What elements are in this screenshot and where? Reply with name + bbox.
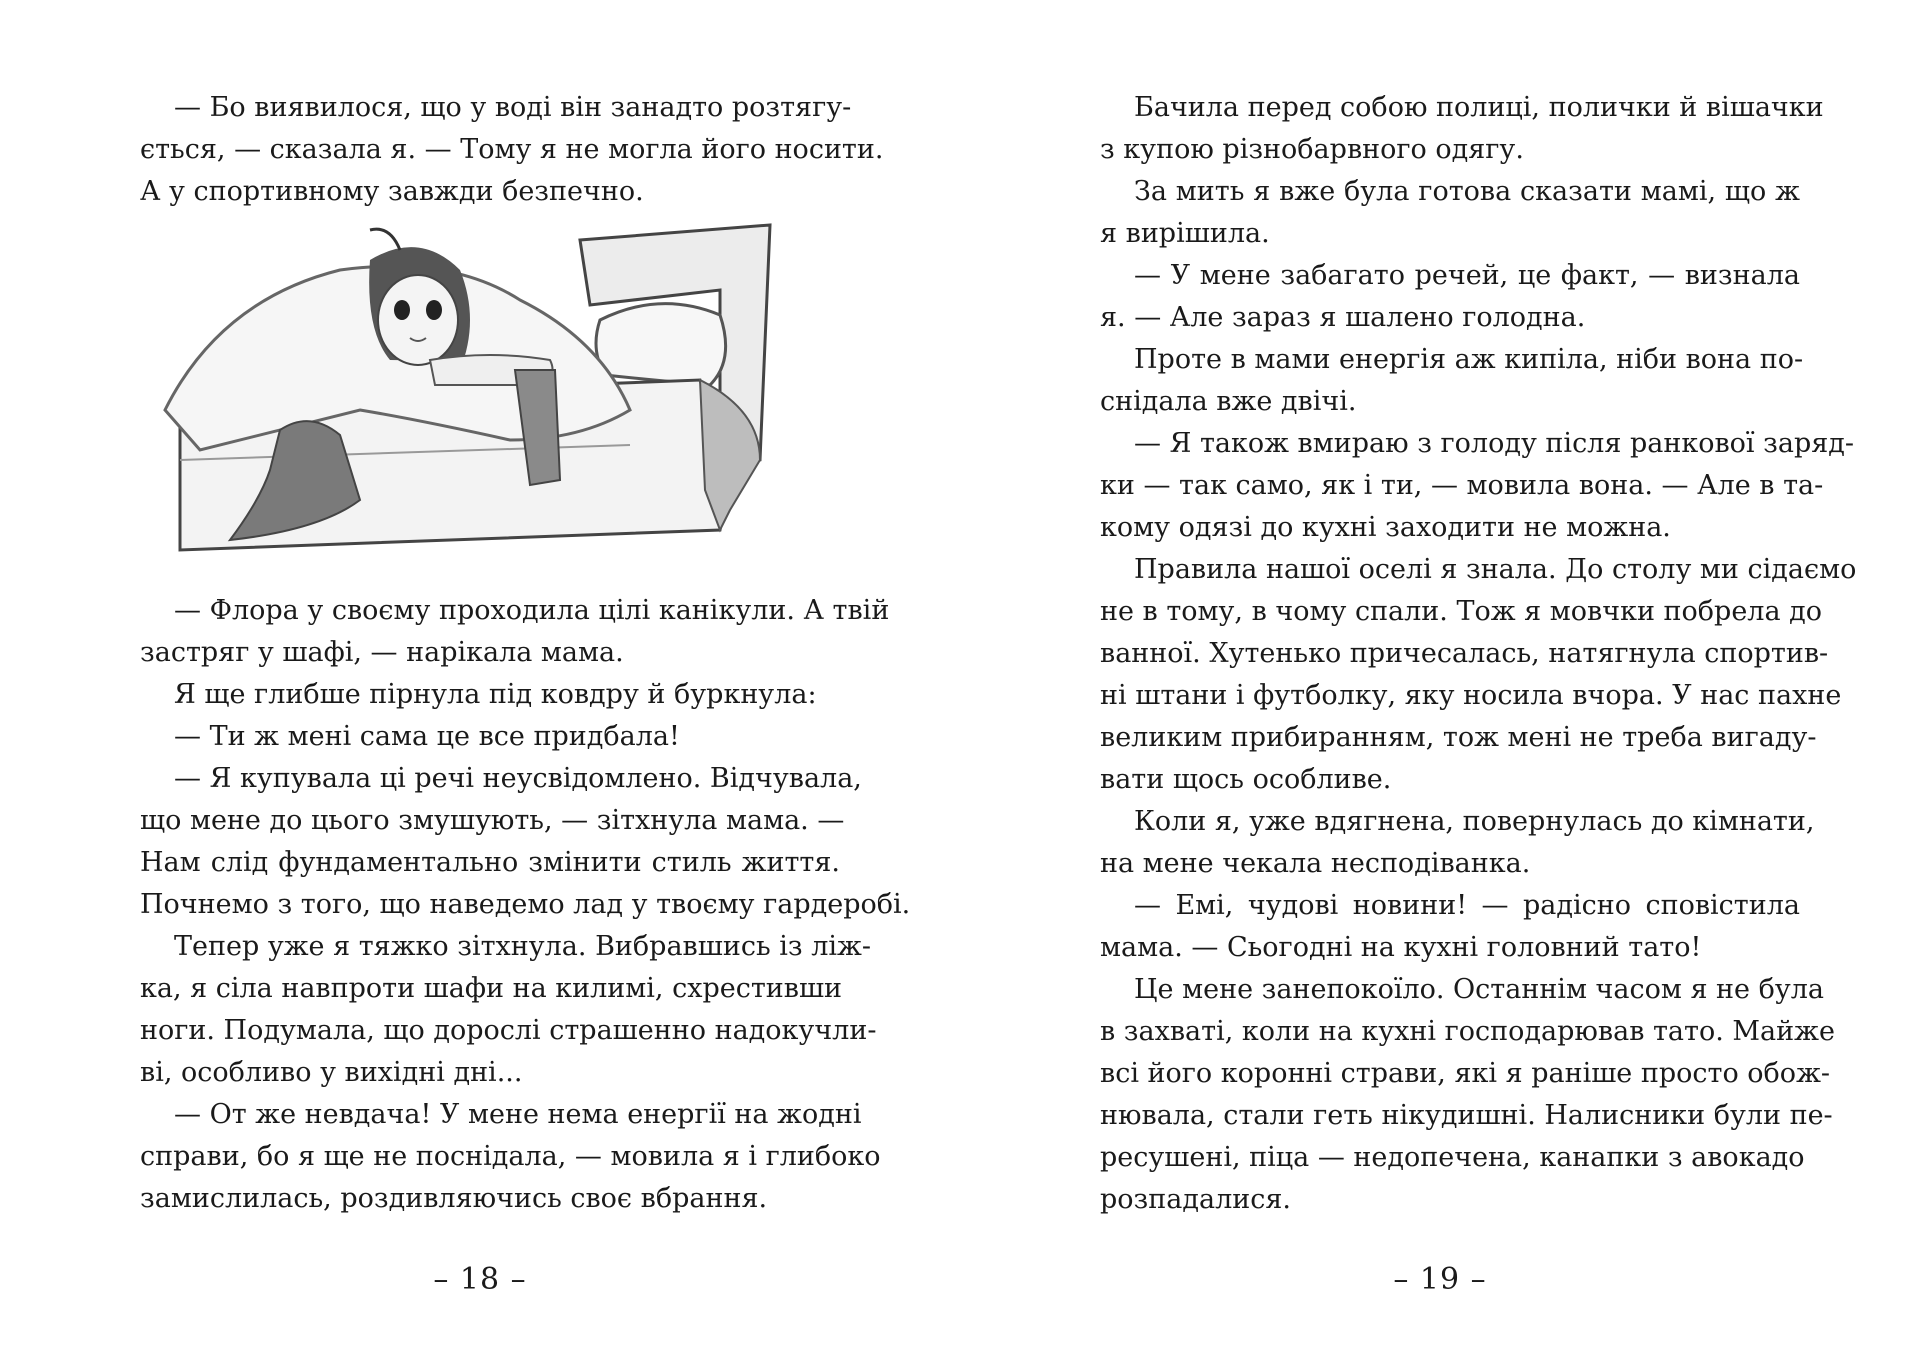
text-line: А у спортивному завжди безпечно. [140,176,644,207]
text-line: Нам слід фундаментально змінити стиль життя. [140,847,840,878]
text-line: Тепер уже я тяжко зітхнула. Вибравшись із ліж- [174,931,871,962]
text-line: — Бо виявилося, що у воді він занадто розтягу- [174,92,852,123]
text-line: не в тому, в чому спали. Тож я мовчки побрела до [1100,596,1823,627]
right-page-text [1100,87,1857,1221]
text-line: Я ще глибше пірнула під ковдру й буркнула: [174,679,817,710]
text-line: снідала вже двічі. [1100,386,1357,417]
text-line: замислилась, роздивляючись своє вбрання. [140,1183,768,1214]
text-line: Правила нашої оселі я знала. До столу ми сідаємо [1134,554,1857,585]
text-line: застряг у шафі, — нарікала мама. [140,637,624,668]
text-line: Це мене занепокоїло. Останнім часом я не була [1134,974,1825,1005]
text-line: всі його коронні страви, які я раніше просто обож- [1100,1058,1831,1089]
text-line: Почнемо з того, що наведемо лад у твоєму гардеробі. [140,889,911,920]
girl-under-blanket-illustration [160,210,820,580]
text-line: ресушені, піца — недопечена, канапки з авокадо [1100,1142,1805,1173]
text-line: ється, — сказала я. — Тому я не могла його носити. [140,134,884,165]
text-line: я вирішила. [1100,218,1270,249]
text-line: ванної. Хутенько причесалась, натягнула спортив- [1100,638,1829,669]
text-line: — Емі, чудові новини! — радісно сповістила [1134,890,1800,921]
text-line: великим прибиранням, тож мені не треба вигаду- [1100,722,1817,753]
page-number: – 18 – [433,1262,527,1297]
text-line: вати щось особливе. [1100,764,1392,795]
right-page [960,0,1920,1366]
text-line: ка, я сіла навпроти шафи на килимі, схрестивши [140,973,843,1004]
text-line: мама. — Сьогодні на кухні головний тато! [1100,932,1702,963]
text-line: ки — так само, як і ти, — мовила вона. — Але в та- [1100,470,1824,501]
page-number: – 19 – [1393,1262,1487,1297]
text-line: — Я купувала ці речі неусвідомлено. Відчувала, [174,763,862,794]
text-line: — Я також вмираю з голоду після ранкової заряд- [1134,428,1855,459]
text-line: кому одязі до кухні заходити не можна. [1100,512,1671,543]
text-line: Бачила перед собою полиці, полички й вішачки [1134,92,1824,123]
text-line: За мить я вже була готова сказати мамі, що ж [1134,176,1800,207]
text-line: нювала, стали геть нікудишні. Налисники були пе- [1100,1100,1833,1131]
text-line: ноги. Подумала, що дорослі страшенно надокучли- [140,1015,877,1046]
text-line: справи, бо я ще не поснідала, — мовила я і глибоко [140,1141,881,1172]
text-line: — Ти ж мені сама це все придбала! [174,721,680,752]
text-line: — Флора у своєму проходила цілі канікули. А твій [174,595,890,626]
text-line: — От же невдача! У мене нема енергії на жодні [174,1099,862,1130]
text-line: з купою різнобарвного одягу. [1100,134,1524,165]
text-line: розпадалися. [1100,1184,1291,1215]
text-line: на мене чекала несподіванка. [1100,848,1531,879]
text-line: ві, особливо у вихідні дні... [140,1057,523,1088]
text-line: в захваті, коли на кухні господарював тато. Майже [1100,1016,1835,1047]
left-page-bottom-text [140,590,911,1220]
text-line: що мене до цього змушують, — зітхнула мама. — [140,805,845,836]
text-line: — У мене забагато речей, це факт, — визнала [1134,260,1800,291]
text-line: ні штани і футболку, яку носила вчора. У нас пахне [1100,680,1842,711]
text-line: Коли я, уже вдягнена, повернулась до кімнати, [1134,806,1815,837]
text-line: Проте в мами енергія аж кипіла, ніби вона по- [1134,344,1804,375]
text-line: я. — Але зараз я шалено голодна. [1100,302,1586,333]
left-page-top-text [140,87,884,213]
